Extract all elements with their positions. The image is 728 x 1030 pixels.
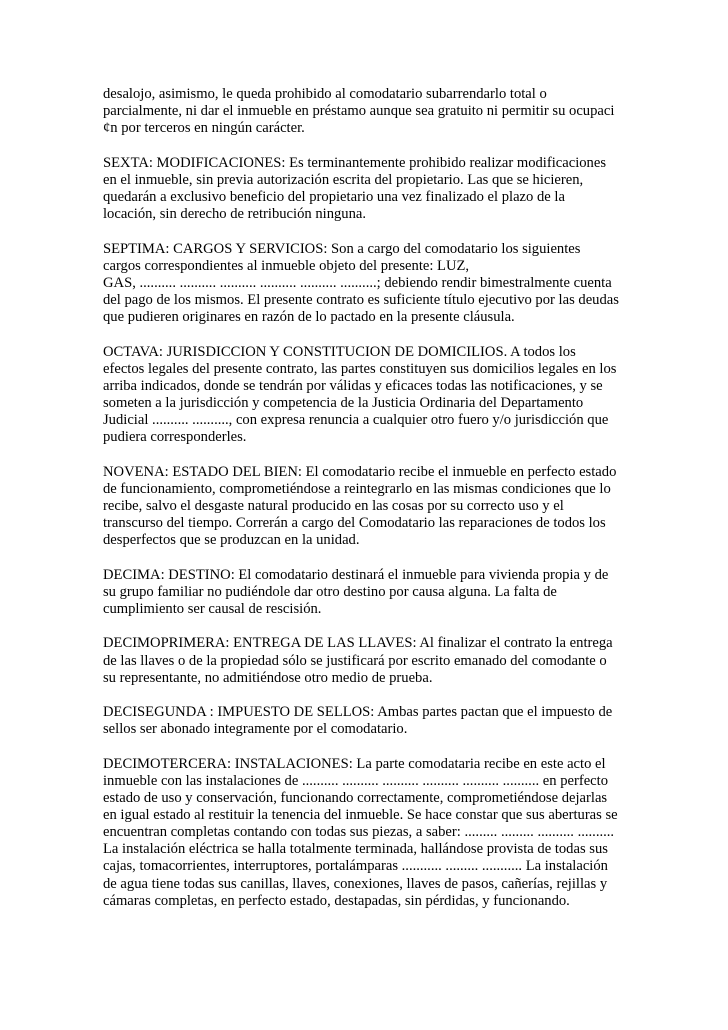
text-line: sellos ser abonado integramente por el comodatario.	[103, 721, 408, 738]
text-line: parcialmente, ni dar el inmueble en préstamo aunque sea gratuito ni permitir su ocupaci	[103, 103, 615, 120]
text-line: DECIMA: DESTINO: El comodatario destinará el inmueble para vivienda propia y de	[103, 566, 609, 583]
paragraph-decisegunda-sellos	[103, 704, 643, 738]
text-line: inmueble con las instalaciones de .......... .......... .......... .......... .......... .......... en perfecto	[103, 773, 609, 789]
text-line: NOVENA: ESTADO DEL BIEN: El comodatario recibe el inmueble en perfecto estado	[103, 463, 617, 480]
text-line: someten a la jurisdicción y competencia de la Justicia Ordinaria del Departamento	[103, 394, 584, 411]
paragraph-octava-jurisdiccion	[103, 344, 643, 447]
paragraph-desalojo	[103, 86, 643, 137]
text-line: DECISEGUNDA : IMPUESTO DE SELLOS: Ambas partes pactan que el impuesto de	[103, 704, 613, 721]
contract-text	[103, 86, 643, 927]
text-line: recibe, salvo el desgaste natural producido en las cosas por su correcto uso y el	[103, 497, 564, 514]
text-line: de las llaves o de la propiedad sólo se justificará por escrito emanado del comodante o	[103, 652, 607, 669]
text-line: Judicial .......... .........., con expresa renuncia a cualquier otro fuero y/o jurisdicción que	[103, 412, 609, 428]
text-line: de funcionamiento, comprometiéndose a reintegrarlo en las mismas condiciones que lo	[103, 480, 611, 497]
text-line: estado de uso y conservación, funcionando correctamente, comprometiéndose dejarlas	[103, 790, 608, 807]
text-line: en igual estado al restituir la tenencia del inmueble. Se hace constar que sus aberturas se	[103, 807, 618, 824]
text-line: de agua tiene todas sus canillas, llaves, conexiones, llaves de pasos, cañerías, rejillas y	[103, 875, 608, 892]
text-line: desperfectos que se produzcan en la unidad.	[103, 532, 360, 549]
text-line: quedarán a exclusivo beneficio del propietario una vez finalizado el plazo de la	[103, 188, 565, 205]
text-line: ¢n por terceros en ningún carácter.	[103, 120, 305, 137]
text-line: encuentran completas contando con todas sus piezas, a saber: ......... ......... .......... ..........	[103, 824, 615, 841]
text-line: La instalación eléctrica se halla totalmente terminada, hallándose provista de todas sus	[103, 841, 608, 858]
text-line: cumplimiento ser causal de rescisión.	[103, 600, 322, 617]
text-line: en el inmueble, sin previa autorización escrita del propietario. Las que se hicieren,	[103, 171, 584, 188]
text-line: del pago de los mismos. El presente contrato es suficiente título ejecutivo por las deudas	[103, 291, 619, 308]
text-line: cargos correspondientes al inmueble objeto del presente: LUZ,	[103, 257, 470, 274]
text-line: su grupo familiar no pudiéndole dar otro destino por causa alguna. La falta de	[103, 583, 557, 600]
text-line: arriba indicados, donde se tendrán por válidas y eficaces todas las notificaciones, y se	[103, 377, 603, 394]
text-line: su representante, no admitiéndose otro medio de prueba.	[103, 669, 433, 686]
text-line: pudiera corresponderles.	[103, 429, 247, 446]
text-line: SEXTA: MODIFICACIONES: Es terminantemente prohibido realizar modificaciones	[103, 154, 607, 171]
text-line: DECIMOPRIMERA: ENTREGA DE LAS LLAVES: Al finalizar el contrato la entrega	[103, 635, 613, 652]
text-line: transcurso del tiempo. Correrán a cargo del Comodatario las reparaciones de todos los	[103, 514, 606, 531]
paragraph-septima-cargos	[103, 241, 643, 326]
text-line: que pudieren originares en razón de lo pactado en la presente cláusula.	[103, 309, 515, 326]
text-line: DECIMOTERCERA: INSTALACIONES: La parte comodataria recibe en este acto el	[103, 755, 606, 772]
text-line: cajas, tomacorrientes, interruptores, portalámparas ........... ......... ........... La instalación	[103, 858, 608, 875]
text-line: desalojo, asimismo, le queda prohibido al comodatario subarrendarlo total o	[103, 86, 547, 102]
paragraph-sexta-modificaciones	[103, 155, 643, 223]
paragraph-decima-destino	[103, 567, 643, 618]
paragraph-decimotercera-instalaciones	[103, 756, 643, 910]
text-line: GAS, .......... .......... .......... .......... .......... ..........; debiendo rendir bimestralmente cuenta	[103, 274, 612, 291]
text-line: efectos legales del presente contrato, las partes constituyen sus domicilios legales en los	[103, 360, 617, 377]
text-line: SEPTIMA: CARGOS Y SERVICIOS: Son a cargo del comodatario los siguientes	[103, 240, 581, 257]
text-line: locación, sin derecho de retribución ninguna.	[103, 206, 367, 223]
text-line: cámaras completas, en perfecto estado, destapadas, sin pérdidas, y funcionando.	[103, 892, 570, 909]
paragraph-decimoprimera-llaves	[103, 635, 643, 686]
paragraph-novena-estado	[103, 464, 643, 549]
text-line: OCTAVA: JURISDICCION Y CONSTITUCION DE DOMICILIOS. A todos los	[103, 343, 576, 360]
